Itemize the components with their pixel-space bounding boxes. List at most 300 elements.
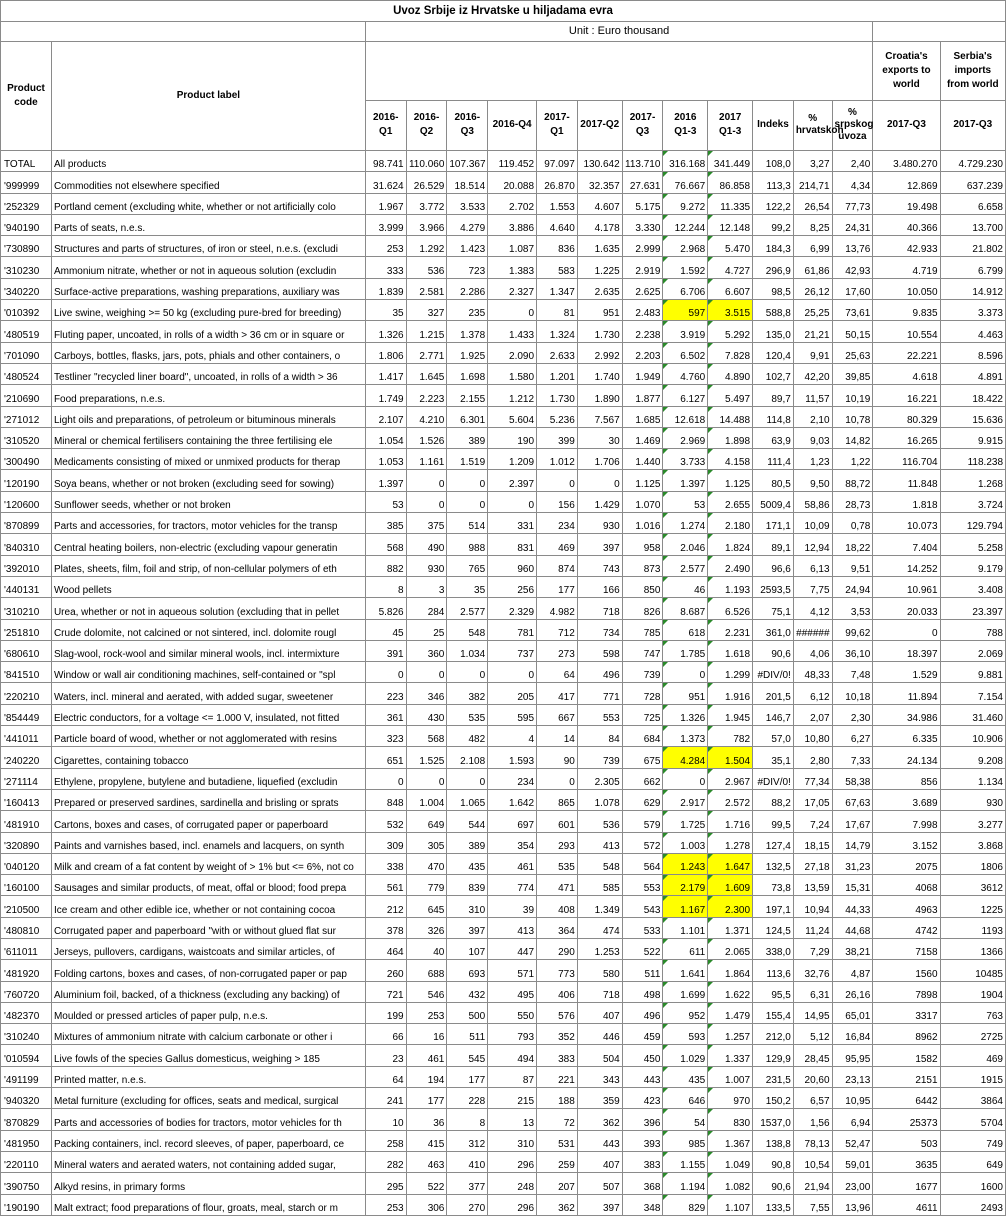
value-cell[interactable]: 2.483	[622, 300, 663, 321]
value-cell[interactable]: 48,33	[793, 662, 832, 683]
value-cell[interactable]: 1.699	[663, 981, 708, 1002]
value-cell[interactable]: 3.689	[873, 789, 940, 810]
value-cell[interactable]: 124,5	[753, 917, 794, 938]
value-cell[interactable]: 44,68	[832, 917, 873, 938]
value-cell[interactable]: 88,2	[753, 789, 794, 810]
value-cell[interactable]: 89,1	[753, 534, 794, 555]
value-cell[interactable]: 36,10	[832, 640, 873, 661]
value-cell[interactable]: 618	[663, 619, 708, 640]
value-cell[interactable]: #DIV/0!	[753, 662, 794, 683]
value-cell[interactable]: 129.794	[940, 513, 1005, 534]
value-cell[interactable]: 20,60	[793, 1066, 832, 1087]
product-label-cell[interactable]: Sausages and similar products, of meat, offal or blood; food prepa	[51, 875, 365, 896]
value-cell[interactable]: 80,5	[753, 470, 794, 491]
value-cell[interactable]: 6.127	[663, 385, 708, 406]
value-cell[interactable]: 1193	[940, 917, 1005, 938]
value-cell[interactable]: 110.060	[406, 151, 447, 172]
product-code-cell[interactable]: '160413	[1, 789, 52, 810]
value-cell[interactable]: 6.706	[663, 278, 708, 299]
value-cell[interactable]: 326	[406, 917, 447, 938]
value-cell[interactable]: 3.999	[365, 214, 406, 235]
header-indeks[interactable]: Indeks	[753, 100, 794, 150]
value-cell[interactable]: 3.533	[447, 193, 488, 214]
value-cell[interactable]: 5.604	[488, 406, 537, 427]
value-cell[interactable]: 7,48	[832, 662, 873, 683]
value-cell[interactable]: 3864	[940, 1088, 1005, 1109]
value-cell[interactable]: 12,94	[793, 534, 832, 555]
product-code-cell[interactable]: '870829	[1, 1109, 52, 1130]
value-cell[interactable]: 383	[622, 1151, 663, 1172]
value-cell[interactable]: 338	[365, 853, 406, 874]
value-cell[interactable]: 546	[406, 981, 447, 1002]
value-cell[interactable]: 312	[447, 1130, 488, 1151]
value-cell[interactable]: 45	[365, 619, 406, 640]
value-cell[interactable]: 1.785	[663, 640, 708, 661]
product-code-cell[interactable]: '480524	[1, 363, 52, 384]
value-cell[interactable]: 290	[537, 938, 578, 959]
product-code-cell[interactable]: '480519	[1, 321, 52, 342]
value-cell[interactable]: 2.046	[663, 534, 708, 555]
value-cell[interactable]: 829	[663, 1194, 708, 1215]
product-label-cell[interactable]: Waters, incl. mineral and aerated, with added sugar, sweetener	[51, 683, 365, 704]
product-label-cell[interactable]: Milk and cream of a fat content by weight of > 1% but <= 6%, not co	[51, 853, 365, 874]
value-cell[interactable]: 495	[488, 981, 537, 1002]
product-code-cell[interactable]: '481950	[1, 1130, 52, 1151]
value-cell[interactable]: 4.178	[577, 214, 622, 235]
value-cell[interactable]: 24,31	[832, 214, 873, 235]
value-cell[interactable]: 23,13	[832, 1066, 873, 1087]
product-label-cell[interactable]: Particle board of wood, whether or not agglomerated with resins	[51, 726, 365, 747]
value-cell[interactable]: 362	[537, 1194, 578, 1215]
value-cell[interactable]: 3.373	[940, 300, 1005, 321]
value-cell[interactable]: 16,84	[832, 1024, 873, 1045]
value-cell[interactable]: 598	[577, 640, 622, 661]
value-cell[interactable]: 1.155	[663, 1151, 708, 1172]
value-cell[interactable]: 135,0	[753, 321, 794, 342]
value-cell[interactable]: 23.397	[940, 598, 1005, 619]
value-cell[interactable]: 14,95	[793, 1002, 832, 1023]
value-cell[interactable]: 649	[940, 1151, 1005, 1172]
value-cell[interactable]: 1.209	[488, 449, 537, 470]
value-cell[interactable]: 951	[663, 683, 708, 704]
product-code-cell[interactable]: '481920	[1, 960, 52, 981]
value-cell[interactable]: 38,21	[832, 938, 873, 959]
value-cell[interactable]: 504	[577, 1045, 622, 1066]
value-cell[interactable]: 113.710	[622, 151, 663, 172]
value-cell[interactable]: 234	[537, 513, 578, 534]
product-label-cell[interactable]: Printed matter, n.e.s.	[51, 1066, 365, 1087]
value-cell[interactable]: 7,33	[832, 747, 873, 768]
value-cell[interactable]: 4.279	[447, 214, 488, 235]
value-cell[interactable]: 432	[447, 981, 488, 1002]
product-label-cell[interactable]: Slag-wool, rock-wool and similar mineral wools, incl. intermixture	[51, 640, 365, 661]
product-label-cell[interactable]: Metal furniture (excluding for offices, seats and medical, surgical	[51, 1088, 365, 1109]
value-cell[interactable]: 461	[488, 853, 537, 874]
value-cell[interactable]: 7.998	[873, 811, 940, 832]
value-cell[interactable]: 39,85	[832, 363, 873, 384]
value-cell[interactable]: 42.933	[873, 236, 940, 257]
value-cell[interactable]: 98,5	[753, 278, 794, 299]
value-cell[interactable]: 0	[663, 662, 708, 683]
product-code-cell[interactable]: '854449	[1, 704, 52, 725]
value-cell[interactable]: 14,82	[832, 427, 873, 448]
product-code-cell[interactable]: '480810	[1, 917, 52, 938]
value-cell[interactable]: 0	[488, 662, 537, 683]
value-cell[interactable]: 773	[537, 960, 578, 981]
value-cell[interactable]: 8	[365, 576, 406, 597]
value-cell[interactable]: 417	[537, 683, 578, 704]
product-code-cell[interactable]: '220110	[1, 1151, 52, 1172]
value-cell[interactable]: 1600	[940, 1173, 1005, 1194]
value-cell[interactable]: 561	[365, 875, 406, 896]
value-cell[interactable]: 1.161	[406, 449, 447, 470]
value-cell[interactable]: 2.919	[622, 257, 663, 278]
value-cell[interactable]: 96,6	[753, 555, 794, 576]
header-2017-q1-3[interactable]: 2017 Q1-3	[708, 100, 753, 150]
value-cell[interactable]: 87	[488, 1066, 537, 1087]
value-cell[interactable]: 1.212	[488, 385, 537, 406]
value-cell[interactable]: 259	[537, 1151, 578, 1172]
product-label-cell[interactable]: Food preparations, n.e.s.	[51, 385, 365, 406]
value-cell[interactable]: 4963	[873, 896, 940, 917]
value-cell[interactable]: 32,76	[793, 960, 832, 981]
value-cell[interactable]: 500	[447, 1002, 488, 1023]
value-cell[interactable]: 397	[447, 917, 488, 938]
value-cell[interactable]: 503	[873, 1130, 940, 1151]
value-cell[interactable]: 1.125	[622, 470, 663, 491]
value-cell[interactable]: 359	[577, 1088, 622, 1109]
value-cell[interactable]: 1.243	[663, 853, 708, 874]
value-cell[interactable]: 26,12	[793, 278, 832, 299]
value-cell[interactable]: 348	[622, 1194, 663, 1215]
value-cell[interactable]: 34.986	[873, 704, 940, 725]
value-cell[interactable]: 10,80	[793, 726, 832, 747]
value-cell[interactable]: 11.894	[873, 683, 940, 704]
value-cell[interactable]: 951	[577, 300, 622, 321]
value-cell[interactable]: 4.607	[577, 193, 622, 214]
value-cell[interactable]: 89,7	[753, 385, 794, 406]
value-cell[interactable]: 253	[365, 1194, 406, 1215]
value-cell[interactable]: 108,0	[753, 151, 794, 172]
value-cell[interactable]: 295	[365, 1173, 406, 1194]
value-cell[interactable]: 5704	[940, 1109, 1005, 1130]
value-cell[interactable]: 6.658	[940, 193, 1005, 214]
value-cell[interactable]: 14,79	[832, 832, 873, 853]
value-cell[interactable]: 839	[447, 875, 488, 896]
value-cell[interactable]: 72	[537, 1109, 578, 1130]
value-cell[interactable]: 59,01	[832, 1151, 873, 1172]
product-label-cell[interactable]: Fluting paper, uncoated, in rolls of a width > 36 cm or in square or	[51, 321, 365, 342]
product-label-cell[interactable]: Surface-active preparations, washing preparations, auxiliary was	[51, 278, 365, 299]
value-cell[interactable]: 309	[365, 832, 406, 853]
value-cell[interactable]: 64	[537, 662, 578, 683]
value-cell[interactable]: 343	[577, 1066, 622, 1087]
value-cell[interactable]: 156	[537, 491, 578, 512]
value-cell[interactable]: 1.078	[577, 789, 622, 810]
header-product-label[interactable]: Product label	[51, 42, 365, 151]
value-cell[interactable]: 305	[406, 832, 447, 853]
product-code-cell[interactable]: '840310	[1, 534, 52, 555]
value-cell[interactable]: 4.891	[940, 363, 1005, 384]
value-cell[interactable]: 84	[577, 726, 622, 747]
value-cell[interactable]: 35,1	[753, 747, 794, 768]
value-cell[interactable]: 6,27	[832, 726, 873, 747]
value-cell[interactable]: 397	[577, 1194, 622, 1215]
value-cell[interactable]: 2.238	[622, 321, 663, 342]
value-cell[interactable]: 2493	[940, 1194, 1005, 1215]
value-cell[interactable]: 1.378	[447, 321, 488, 342]
value-cell[interactable]: 826	[622, 598, 663, 619]
value-cell[interactable]: 293	[537, 832, 578, 853]
value-cell[interactable]: 2.223	[406, 385, 447, 406]
value-cell[interactable]: 1.337	[708, 1045, 753, 1066]
value-cell[interactable]: 107	[447, 938, 488, 959]
value-cell[interactable]: 532	[365, 811, 406, 832]
value-cell[interactable]: 4.727	[708, 257, 753, 278]
product-label-cell[interactable]: Packing containers, incl. record sleeves, of paper, paperboard, ce	[51, 1130, 365, 1151]
value-cell[interactable]: 228	[447, 1088, 488, 1109]
value-cell[interactable]: 5.258	[940, 534, 1005, 555]
value-cell[interactable]: 1.004	[406, 789, 447, 810]
value-cell[interactable]: 850	[622, 576, 663, 597]
header-2016-q1[interactable]: 2016-Q1	[365, 100, 406, 150]
product-label-cell[interactable]: Malt extract; food preparations of flour, groats, meal, starch or m	[51, 1194, 365, 1215]
value-cell[interactable]: 46	[663, 576, 708, 597]
value-cell[interactable]: 1.433	[488, 321, 537, 342]
product-label-cell[interactable]: Window or wall air conditioning machines, self-contained or "spl	[51, 662, 365, 683]
value-cell[interactable]: 785	[622, 619, 663, 640]
product-label-cell[interactable]: Corrugated paper and paperboard "with or without glued flat sur	[51, 917, 365, 938]
value-cell[interactable]: 856	[873, 768, 940, 789]
value-cell[interactable]: 382	[447, 683, 488, 704]
product-label-cell[interactable]: Ammonium nitrate, whether or not in aqueous solution (excludin	[51, 257, 365, 278]
value-cell[interactable]: 1.469	[622, 427, 663, 448]
value-cell[interactable]: 78,13	[793, 1130, 832, 1151]
product-label-cell[interactable]: Folding cartons, boxes and cases, of non-corrugated paper or pap	[51, 960, 365, 981]
value-cell[interactable]: 36	[406, 1109, 447, 1130]
value-cell[interactable]: 459	[622, 1024, 663, 1045]
value-cell[interactable]: 1560	[873, 960, 940, 981]
value-cell[interactable]: 65,01	[832, 1002, 873, 1023]
value-cell[interactable]: 99,5	[753, 811, 794, 832]
value-cell[interactable]: 0	[447, 662, 488, 683]
value-cell[interactable]: 737	[488, 640, 537, 661]
value-cell[interactable]: 7,29	[793, 938, 832, 959]
value-cell[interactable]: 13	[488, 1109, 537, 1130]
value-cell[interactable]: 645	[406, 896, 447, 917]
value-cell[interactable]: 2.300	[708, 896, 753, 917]
value-cell[interactable]: 25	[406, 619, 447, 640]
value-cell[interactable]: 0	[488, 300, 537, 321]
value-cell[interactable]: 397	[577, 534, 622, 555]
value-cell[interactable]: 7158	[873, 938, 940, 959]
value-cell[interactable]: 97.097	[537, 151, 578, 172]
value-cell[interactable]: 5,12	[793, 1024, 832, 1045]
value-cell[interactable]: 113,3	[753, 172, 794, 193]
header-croatia-2017-q3[interactable]: 2017-Q3	[873, 100, 940, 150]
value-cell[interactable]: 2.155	[447, 385, 488, 406]
value-cell[interactable]: 435	[447, 853, 488, 874]
value-cell[interactable]: 1.618	[708, 640, 753, 661]
value-cell[interactable]: 952	[663, 1002, 708, 1023]
value-cell[interactable]: 194	[406, 1066, 447, 1087]
value-cell[interactable]: 447	[488, 938, 537, 959]
value-cell[interactable]: 1.367	[708, 1130, 753, 1151]
value-cell[interactable]: 171,1	[753, 513, 794, 534]
value-cell[interactable]: 579	[622, 811, 663, 832]
value-cell[interactable]: #DIV/0!	[753, 768, 794, 789]
value-cell[interactable]: 1.383	[488, 257, 537, 278]
value-cell[interactable]: 1.916	[708, 683, 753, 704]
value-cell[interactable]: 150,2	[753, 1088, 794, 1109]
value-cell[interactable]: 1.125	[708, 470, 753, 491]
value-cell[interactable]: 667	[537, 704, 578, 725]
value-cell[interactable]: 10	[365, 1109, 406, 1130]
value-cell[interactable]: 1582	[873, 1045, 940, 1066]
value-cell[interactable]: 693	[447, 960, 488, 981]
value-cell[interactable]: 2.625	[622, 278, 663, 299]
value-cell[interactable]: 197,1	[753, 896, 794, 917]
value-cell[interactable]: 362	[577, 1109, 622, 1130]
value-cell[interactable]: 496	[577, 662, 622, 683]
value-cell[interactable]: 5.497	[708, 385, 753, 406]
value-cell[interactable]: 6.607	[708, 278, 753, 299]
value-cell[interactable]: 1.299	[708, 662, 753, 683]
value-cell[interactable]: 296	[488, 1151, 537, 1172]
value-cell[interactable]: 23,00	[832, 1173, 873, 1194]
value-cell[interactable]: 601	[537, 811, 578, 832]
value-cell[interactable]: 32.357	[577, 172, 622, 193]
value-cell[interactable]: 9,51	[832, 555, 873, 576]
value-cell[interactable]: 470	[406, 853, 447, 874]
value-cell[interactable]: 53	[365, 491, 406, 512]
value-cell[interactable]: 284	[406, 598, 447, 619]
value-cell[interactable]: 3612	[940, 875, 1005, 896]
value-cell[interactable]: 536	[406, 257, 447, 278]
value-cell[interactable]: 375	[406, 513, 447, 534]
value-cell[interactable]: 985	[663, 1130, 708, 1151]
value-cell[interactable]: 2.702	[488, 193, 537, 214]
value-cell[interactable]: 0	[447, 768, 488, 789]
value-cell[interactable]: 1.967	[365, 193, 406, 214]
value-cell[interactable]: 0	[577, 470, 622, 491]
value-cell[interactable]: 662	[622, 768, 663, 789]
value-cell[interactable]: 24.134	[873, 747, 940, 768]
value-cell[interactable]: 788	[940, 619, 1005, 640]
product-label-cell[interactable]: Urea, whether or not in aqueous solution (excluding that in pellet	[51, 598, 365, 619]
value-cell[interactable]: 1.349	[577, 896, 622, 917]
value-cell[interactable]: 4.760	[663, 363, 708, 384]
value-cell[interactable]: 0	[537, 768, 578, 789]
value-cell[interactable]: 553	[622, 875, 663, 896]
value-cell[interactable]: 399	[537, 427, 578, 448]
value-cell[interactable]: 469	[537, 534, 578, 555]
value-cell[interactable]: 779	[406, 875, 447, 896]
value-cell[interactable]: 67,63	[832, 789, 873, 810]
value-cell[interactable]: 1806	[940, 853, 1005, 874]
value-cell[interactable]: 435	[663, 1066, 708, 1087]
value-cell[interactable]: 16.265	[873, 427, 940, 448]
value-cell[interactable]: 4.890	[708, 363, 753, 384]
value-cell[interactable]: 7.828	[708, 342, 753, 363]
value-cell[interactable]: 207	[537, 1173, 578, 1194]
value-cell[interactable]: 535	[447, 704, 488, 725]
product-label-cell[interactable]: Live fowls of the species Gallus domesticus, weighing > 185	[51, 1045, 365, 1066]
value-cell[interactable]: 223	[365, 683, 406, 704]
value-cell[interactable]: 3.330	[622, 214, 663, 235]
product-label-cell[interactable]: Aluminium foil, backed, of a thickness (excluding any backing) of	[51, 981, 365, 1002]
value-cell[interactable]: 3.408	[940, 576, 1005, 597]
value-cell[interactable]: 1.642	[488, 789, 537, 810]
value-cell[interactable]: 1.194	[663, 1173, 708, 1194]
product-label-cell[interactable]: Soya beans, whether or not broken (excluding seed for sowing)	[51, 470, 365, 491]
value-cell[interactable]: 241	[365, 1088, 406, 1109]
value-cell[interactable]: 611	[663, 938, 708, 959]
value-cell[interactable]: 111,4	[753, 449, 794, 470]
product-code-cell[interactable]: '040120	[1, 853, 52, 874]
value-cell[interactable]: 361,0	[753, 619, 794, 640]
value-cell[interactable]: 568	[406, 726, 447, 747]
product-code-cell[interactable]: '310520	[1, 427, 52, 448]
value-cell[interactable]: 2,30	[832, 704, 873, 725]
value-cell[interactable]: 1.806	[365, 342, 406, 363]
value-cell[interactable]: 13,96	[832, 1194, 873, 1215]
value-cell[interactable]: 22.221	[873, 342, 940, 363]
value-cell[interactable]: 1.818	[873, 491, 940, 512]
value-cell[interactable]: 2.581	[406, 278, 447, 299]
value-cell[interactable]: 1.593	[488, 747, 537, 768]
value-cell[interactable]: 1.087	[488, 236, 537, 257]
value-cell[interactable]: 1.949	[622, 363, 663, 384]
value-cell[interactable]: 2.179	[663, 875, 708, 896]
product-code-cell[interactable]: '271012	[1, 406, 52, 427]
header-pct-serbian[interactable]: % srpskog uvoza	[832, 100, 873, 150]
value-cell[interactable]: 8962	[873, 1024, 940, 1045]
value-cell[interactable]: 782	[708, 726, 753, 747]
value-cell[interactable]: 930	[577, 513, 622, 534]
value-cell[interactable]: 1.373	[663, 726, 708, 747]
product-label-cell[interactable]: Ethylene, propylene, butylene and butadiene, liquefied (excludin	[51, 768, 365, 789]
value-cell[interactable]: 721	[365, 981, 406, 1002]
value-cell[interactable]: 10,54	[793, 1151, 832, 1172]
value-cell[interactable]: 42,20	[793, 363, 832, 384]
value-cell[interactable]: 6.502	[663, 342, 708, 363]
value-cell[interactable]: 4742	[873, 917, 940, 938]
product-label-cell[interactable]: Alkyd resins, in primary forms	[51, 1173, 365, 1194]
product-code-cell[interactable]: '310210	[1, 598, 52, 619]
value-cell[interactable]: 5.826	[365, 598, 406, 619]
value-cell[interactable]: 3.733	[663, 449, 708, 470]
value-cell[interactable]: 4,06	[793, 640, 832, 661]
value-cell[interactable]: 1.529	[873, 662, 940, 683]
product-code-cell[interactable]: TOTAL	[1, 151, 52, 172]
product-code-cell[interactable]: '491199	[1, 1066, 52, 1087]
value-cell[interactable]: 6,12	[793, 683, 832, 704]
value-cell[interactable]: 8	[447, 1109, 488, 1130]
value-cell[interactable]: 26.870	[537, 172, 578, 193]
value-cell[interactable]: 0	[406, 491, 447, 512]
value-cell[interactable]: 1.193	[708, 576, 753, 597]
value-cell[interactable]: 1.278	[708, 832, 753, 853]
value-cell[interactable]: 2.329	[488, 598, 537, 619]
value-cell[interactable]: 114,8	[753, 406, 794, 427]
value-cell[interactable]: 0	[406, 768, 447, 789]
value-cell[interactable]: 389	[447, 832, 488, 853]
value-cell[interactable]: 26,16	[832, 981, 873, 1002]
value-cell[interactable]: 583	[537, 257, 578, 278]
value-cell[interactable]: 482	[447, 726, 488, 747]
value-cell[interactable]: 970	[708, 1088, 753, 1109]
